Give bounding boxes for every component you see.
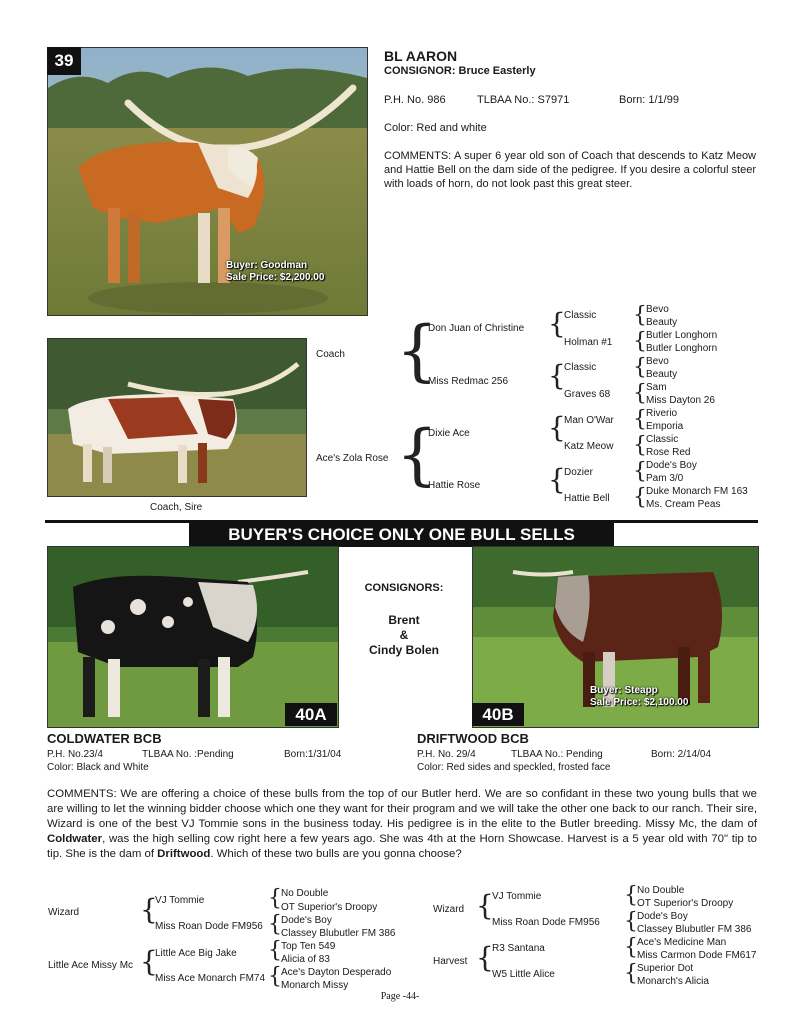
sire-photo <box>47 338 307 497</box>
lot39-number-box <box>47 47 81 75</box>
comments-part1: COMMENTS: We are offering a choice of these bulls from the top of our Butler herd. We are so confidant in these two young bulls that we are willing to let the winning bidder choose which one they want for their program and we will take the other one back to our ranch. Their sire, Wizard is one of the best VJ Tommie sons in the business today. His pedigree is in the elite to the Butler breeding. Missy Mc, the dam of <box>47 788 757 830</box>
lot40a-bull-image <box>48 547 338 727</box>
ped40a-gen3-7: Monarch Missy <box>281 980 349 991</box>
ped39-brace-dam: { <box>396 416 438 493</box>
lot40b-registration-line <box>417 749 757 762</box>
lot40b-number-box <box>472 703 524 726</box>
ped40b-brace-sire: { <box>476 889 494 922</box>
ped39-sire: Coach <box>316 349 345 360</box>
ped40b-brace-g2-2: { <box>624 935 638 960</box>
sire-caption: Coach, Sire <box>150 502 203 513</box>
ped40b-gen3-3: Classey Blubutler FM 386 <box>637 924 752 935</box>
ped39-gen4-13: Pam 3/0 <box>646 473 684 484</box>
ped40a-gen2-2: Little Ace Big Jake <box>155 948 237 959</box>
lot39-color: Color: Red and white <box>384 122 487 134</box>
lot40b-number: 40B <box>482 704 514 724</box>
ped39-gen2-3: Hattie Rose <box>428 480 481 491</box>
lot39-consignor: CONSIGNOR: Bruce Easterly <box>384 65 536 77</box>
ped39-gen4-0: Bevo <box>646 304 669 315</box>
ped40a-gen3-1: OT Superior's Droopy <box>281 902 378 913</box>
lot39-born: Born: 1/1/99 <box>619 94 679 106</box>
lot40a-number-box <box>285 703 337 726</box>
ped39-gen3-3: Graves 68 <box>564 389 611 400</box>
lot40b-tlbaa-no: TLBAA No.: Pending <box>511 749 603 760</box>
ped40b-gen3-5: Miss Carmon Dode FM617 <box>637 950 757 961</box>
ped40a-dam: Little Ace Missy Mc <box>48 960 134 971</box>
ped39-gen4-2: Butler Longhorn <box>646 330 718 341</box>
ped40a-brace-sire: { <box>140 893 158 926</box>
lot39-tlbaa-no: TLBAA No.: S7971 <box>477 94 570 106</box>
ped40b-gen3-2: Dode's Boy <box>637 911 688 922</box>
ped39-brace-g3-2: { <box>633 355 647 380</box>
lot40-comments <box>47 787 757 862</box>
ped39-brace-g3-6: { <box>633 459 647 484</box>
ped39-gen4-8: Riverio <box>646 408 678 419</box>
ped39-gen3-2: Classic <box>564 362 597 373</box>
consignors-line3: Cindy Bolen <box>368 643 439 657</box>
ped39-gen4-4: Bevo <box>646 356 669 367</box>
ped39-brace-g3-1: { <box>633 329 647 354</box>
ped40b-gen3-0: No Double <box>637 885 685 896</box>
lot39-ph-no: P.H. No. 986 <box>384 94 446 106</box>
lot40a-name: COLDWATER BCB <box>47 731 162 746</box>
ped39-gen4-11: Rose Red <box>646 447 691 458</box>
lot40a-registration-line <box>47 749 387 762</box>
lot40a-photo <box>47 546 339 728</box>
lot39-buyer: Buyer: Goodman <box>226 260 308 271</box>
ped39-gen4-9: Emporia <box>646 421 684 432</box>
ped40a-brace-g2-3: { <box>268 964 282 989</box>
buyers-choice-banner <box>189 523 614 547</box>
ped40b-brace-g2-1: { <box>624 909 638 934</box>
ped40b-gen3-4: Ace's Medicine Man <box>637 937 727 948</box>
comments-bold-coldwater: Coldwater <box>47 833 103 845</box>
lot39-number: 39 <box>54 51 74 70</box>
ped39-gen4-12: Dode's Boy <box>646 460 697 471</box>
lot40b-buyer: Buyer: Steapp <box>590 685 658 696</box>
lot40a-ph-no: P.H. No.23/4 <box>47 749 103 760</box>
lot39-comments: COMMENTS: A super 6 year old son of Coach that descends to Katz Meow and Hattie Bell on the dam side of the pedigree. If you desire a colorful steer with loads of horn, do not look past this great steer. <box>384 150 756 190</box>
ped40b-gen2-0: VJ Tommie <box>492 891 542 902</box>
ped39-brace-g2-1: { <box>548 359 566 392</box>
ped40b-brace-g2-0: { <box>624 883 638 908</box>
lot40a-number: 40A <box>295 704 327 724</box>
ped40b-sire: Wizard <box>433 904 465 915</box>
sire-coach-image <box>48 339 306 496</box>
ped39-dam: Ace's Zola Rose <box>316 453 389 464</box>
comments-part3: . Which of these two bulls are you gonna choose? <box>210 848 462 860</box>
ped40b-gen2-3: W5 Little Alice <box>492 969 555 980</box>
ped40a-gen2-3: Miss Ace Monarch FM74 <box>155 973 266 984</box>
ped39-brace-g3-7: { <box>633 485 647 510</box>
comments-bold-driftwood: Driftwood <box>157 848 211 860</box>
ped40b-gen3-7: Monarch's Alicia <box>637 976 709 987</box>
lot40b-ph-no: P.H. No. 29/4 <box>417 749 476 760</box>
ped39-gen4-3: Butler Longhorn <box>646 343 718 354</box>
ped39-gen2-1: Miss Redmac 256 <box>428 376 509 387</box>
consignors-label: CONSIGNORS: <box>364 582 444 594</box>
ped39-gen4-10: Classic <box>646 434 679 445</box>
ped40a-gen2-1: Miss Roan Dode FM956 <box>155 921 263 932</box>
ped39-gen4-14: Duke Monarch FM 163 <box>646 486 748 497</box>
ped40b-gen2-2: R3 Santana <box>492 943 545 954</box>
lot39-sale-price: Sale Price: $2,200.00 <box>226 272 325 283</box>
ped40b-gen2-1: Miss Roan Dode FM956 <box>492 917 600 928</box>
ped40a-gen2-0: VJ Tommie <box>155 895 205 906</box>
ped39-gen4-5: Beauty <box>646 369 678 380</box>
banner-text: BUYER'S CHOICE ONLY ONE BULL SELLS <box>228 525 575 544</box>
ped39-brace-g3-3: { <box>633 381 647 406</box>
ped40a-brace-g2-0: { <box>268 886 282 911</box>
ped39-gen2-0: Don Juan of Christine <box>428 323 525 334</box>
ped39-gen3-6: Dozier <box>564 467 593 478</box>
lot40b-name: DRIFTWOOD BCB <box>417 731 529 746</box>
ped39-gen3-4: Man O'War <box>564 415 614 426</box>
ped39-gen3-0: Classic <box>564 310 597 321</box>
ped39-brace-g2-2: { <box>548 411 566 444</box>
ped40a-brace-dam: { <box>140 945 158 978</box>
ped40a-gen3-3: Classey Blubutler FM 386 <box>281 928 396 939</box>
ped40b-dam: Harvest <box>433 956 468 967</box>
ped39-brace-g3-5: { <box>633 433 647 458</box>
ped40a-gen3-6: Ace's Dayton Desperado <box>281 967 392 978</box>
ped40b-gen3-6: Superior Dot <box>637 963 694 974</box>
consignors-line1: Brent <box>388 613 420 627</box>
lot39-name: BL AARON <box>384 48 458 64</box>
comments-part2: , was the high selling cow right here a few years ago. She was 4th at the Horn Showcase. Harvest is a 5 year old with 70" tip to tip. She is the dam of <box>47 833 757 860</box>
ped40b-gen3-1: OT Superior's Droopy <box>637 898 734 909</box>
ped40a-gen3-2: Dode's Boy <box>281 915 332 926</box>
ped40b-brace-g2-3: { <box>624 961 638 986</box>
ped39-brace-g2-3: { <box>548 463 566 496</box>
ped40a-gen3-5: Alicia of 83 <box>281 954 330 965</box>
lot39-registration-line <box>384 94 756 108</box>
ped40a-gen3-4: Top Ten 549 <box>281 941 336 952</box>
ped39-brace-g3-0: { <box>633 303 647 328</box>
consignors-line2: & <box>399 628 409 642</box>
ped39-gen2-2: Dixie Ace <box>428 428 470 439</box>
ped39-brace-sire: { <box>396 312 438 389</box>
page-number: Page -44- <box>380 991 420 1002</box>
lot40a-born: Born:1/31/04 <box>284 749 342 760</box>
lot39-buyer-overlay <box>226 260 324 284</box>
lot40a-tlbaa-no: TLBAA No. :Pending <box>142 749 234 760</box>
lot39-info <box>384 48 756 191</box>
ped40b-brace-dam: { <box>476 941 494 974</box>
lot40b-info <box>417 731 757 773</box>
ped39-brace-g2-0: { <box>548 307 566 340</box>
ped40a-gen3-0: No Double <box>281 888 329 899</box>
ped40a-sire: Wizard <box>48 907 80 918</box>
lot40a-info <box>47 731 387 773</box>
ped39-gen4-7: Miss Dayton 26 <box>646 395 715 406</box>
ped39-gen3-5: Katz Meow <box>564 441 614 452</box>
ped39-gen4-15: Ms. Cream Peas <box>646 499 721 510</box>
lot40b-buyer-overlay <box>590 685 688 709</box>
lot40b-sale-price: Sale Price: $2,100.00 <box>590 697 689 708</box>
lot40b-born: Born: 2/14/04 <box>651 749 712 760</box>
ped40a-brace-g2-2: { <box>268 938 282 963</box>
ped40a-brace-g2-1: { <box>268 912 282 937</box>
lot40a-color: Color: Black and White <box>47 762 149 773</box>
ped39-gen3-1: Holman #1 <box>564 337 613 348</box>
ped39-gen3-7: Hattie Bell <box>564 493 610 504</box>
ped39-gen4-1: Beauty <box>646 317 678 328</box>
ped39-gen4-6: Sam <box>646 382 667 393</box>
ped39-brace-g3-4: { <box>633 407 647 432</box>
consignors-block <box>342 582 466 657</box>
lot40b-color: Color: Red sides and speckled, frosted face <box>417 762 611 773</box>
